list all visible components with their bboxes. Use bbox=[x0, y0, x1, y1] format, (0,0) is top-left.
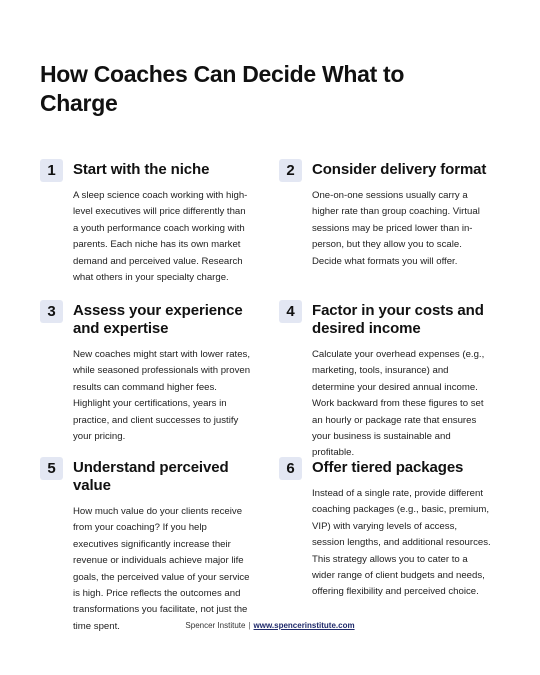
step-header bbox=[279, 300, 491, 338]
step-header bbox=[40, 457, 252, 495]
step-header bbox=[279, 159, 491, 179]
step-header bbox=[40, 159, 252, 179]
step-2 bbox=[279, 159, 491, 270]
step-number-badge: 4 bbox=[279, 300, 302, 323]
step-number-badge: 2 bbox=[279, 159, 302, 182]
step-heading: Start with the niche bbox=[73, 161, 210, 178]
step-body: Instead of a single rate, provide different coaching packages (e.g., basic, premium, VIP) with varying levels of access, session lengths, and additional resources. This strategy allows you to cater to a wider range of client budgets and needs, offering flexibility and perceived choice. bbox=[312, 488, 491, 598]
step-header bbox=[40, 300, 252, 338]
step-5 bbox=[40, 457, 252, 635]
step-body: How much value do your clients receive from your coaching? If you help executives significantly increase their revenue or individuals achieve major life goals, the perceived value of your service is high. Price reflects the outcomes and transformations you facilitate, not just the time spent. bbox=[73, 506, 250, 632]
step-heading: Offer tiered packages bbox=[312, 459, 464, 476]
step-heading: Understand perceived value bbox=[73, 459, 229, 494]
step-heading: Assess your experience and expertise bbox=[73, 302, 243, 337]
step-body: One-on-one sessions usually carry a higher rate than group coaching. Virtual sessions may be priced lower than in-person, but they allow you to scale. Decide what formats you will offer. bbox=[312, 190, 480, 267]
step-heading: Factor in your costs and desired income bbox=[312, 302, 484, 337]
step-header bbox=[279, 457, 491, 477]
step-4 bbox=[279, 300, 491, 462]
step-number-badge: 1 bbox=[40, 159, 63, 182]
footer-separator: | bbox=[248, 621, 251, 630]
step-body: New coaches might start with lower rates, while seasoned professionals with proven results can command higher fees. Highlight your certifications, years in practice, and client successes to justify your pricing. bbox=[73, 349, 251, 443]
step-heading: Consider delivery format bbox=[312, 161, 487, 178]
step-number-badge: 3 bbox=[40, 300, 63, 323]
step-body: Calculate your overhead expenses (e.g., marketing, tools, insurance) and determine your desired annual income. Work backward from these figures to set an hourly or package rate that ensures your business is sustainable and profitable. bbox=[312, 349, 485, 459]
footer bbox=[0, 620, 540, 632]
step-number-badge: 5 bbox=[40, 457, 63, 480]
step-1 bbox=[40, 159, 252, 286]
step-6 bbox=[279, 457, 491, 601]
footer-website-link[interactable]: www.spencerinstitute.com bbox=[253, 621, 355, 630]
page-title: How Coaches Can Decide What to Charge bbox=[40, 61, 405, 116]
step-3 bbox=[40, 300, 252, 445]
step-body: A sleep science coach working with high-level executives will price differently than a youth performance coach working with parents. Each niche has its own market demand and perceived value. Research what others in your specialty charge. bbox=[73, 190, 248, 284]
footer-brand: Spencer Institute bbox=[185, 621, 246, 630]
step-number-badge: 6 bbox=[279, 457, 302, 480]
